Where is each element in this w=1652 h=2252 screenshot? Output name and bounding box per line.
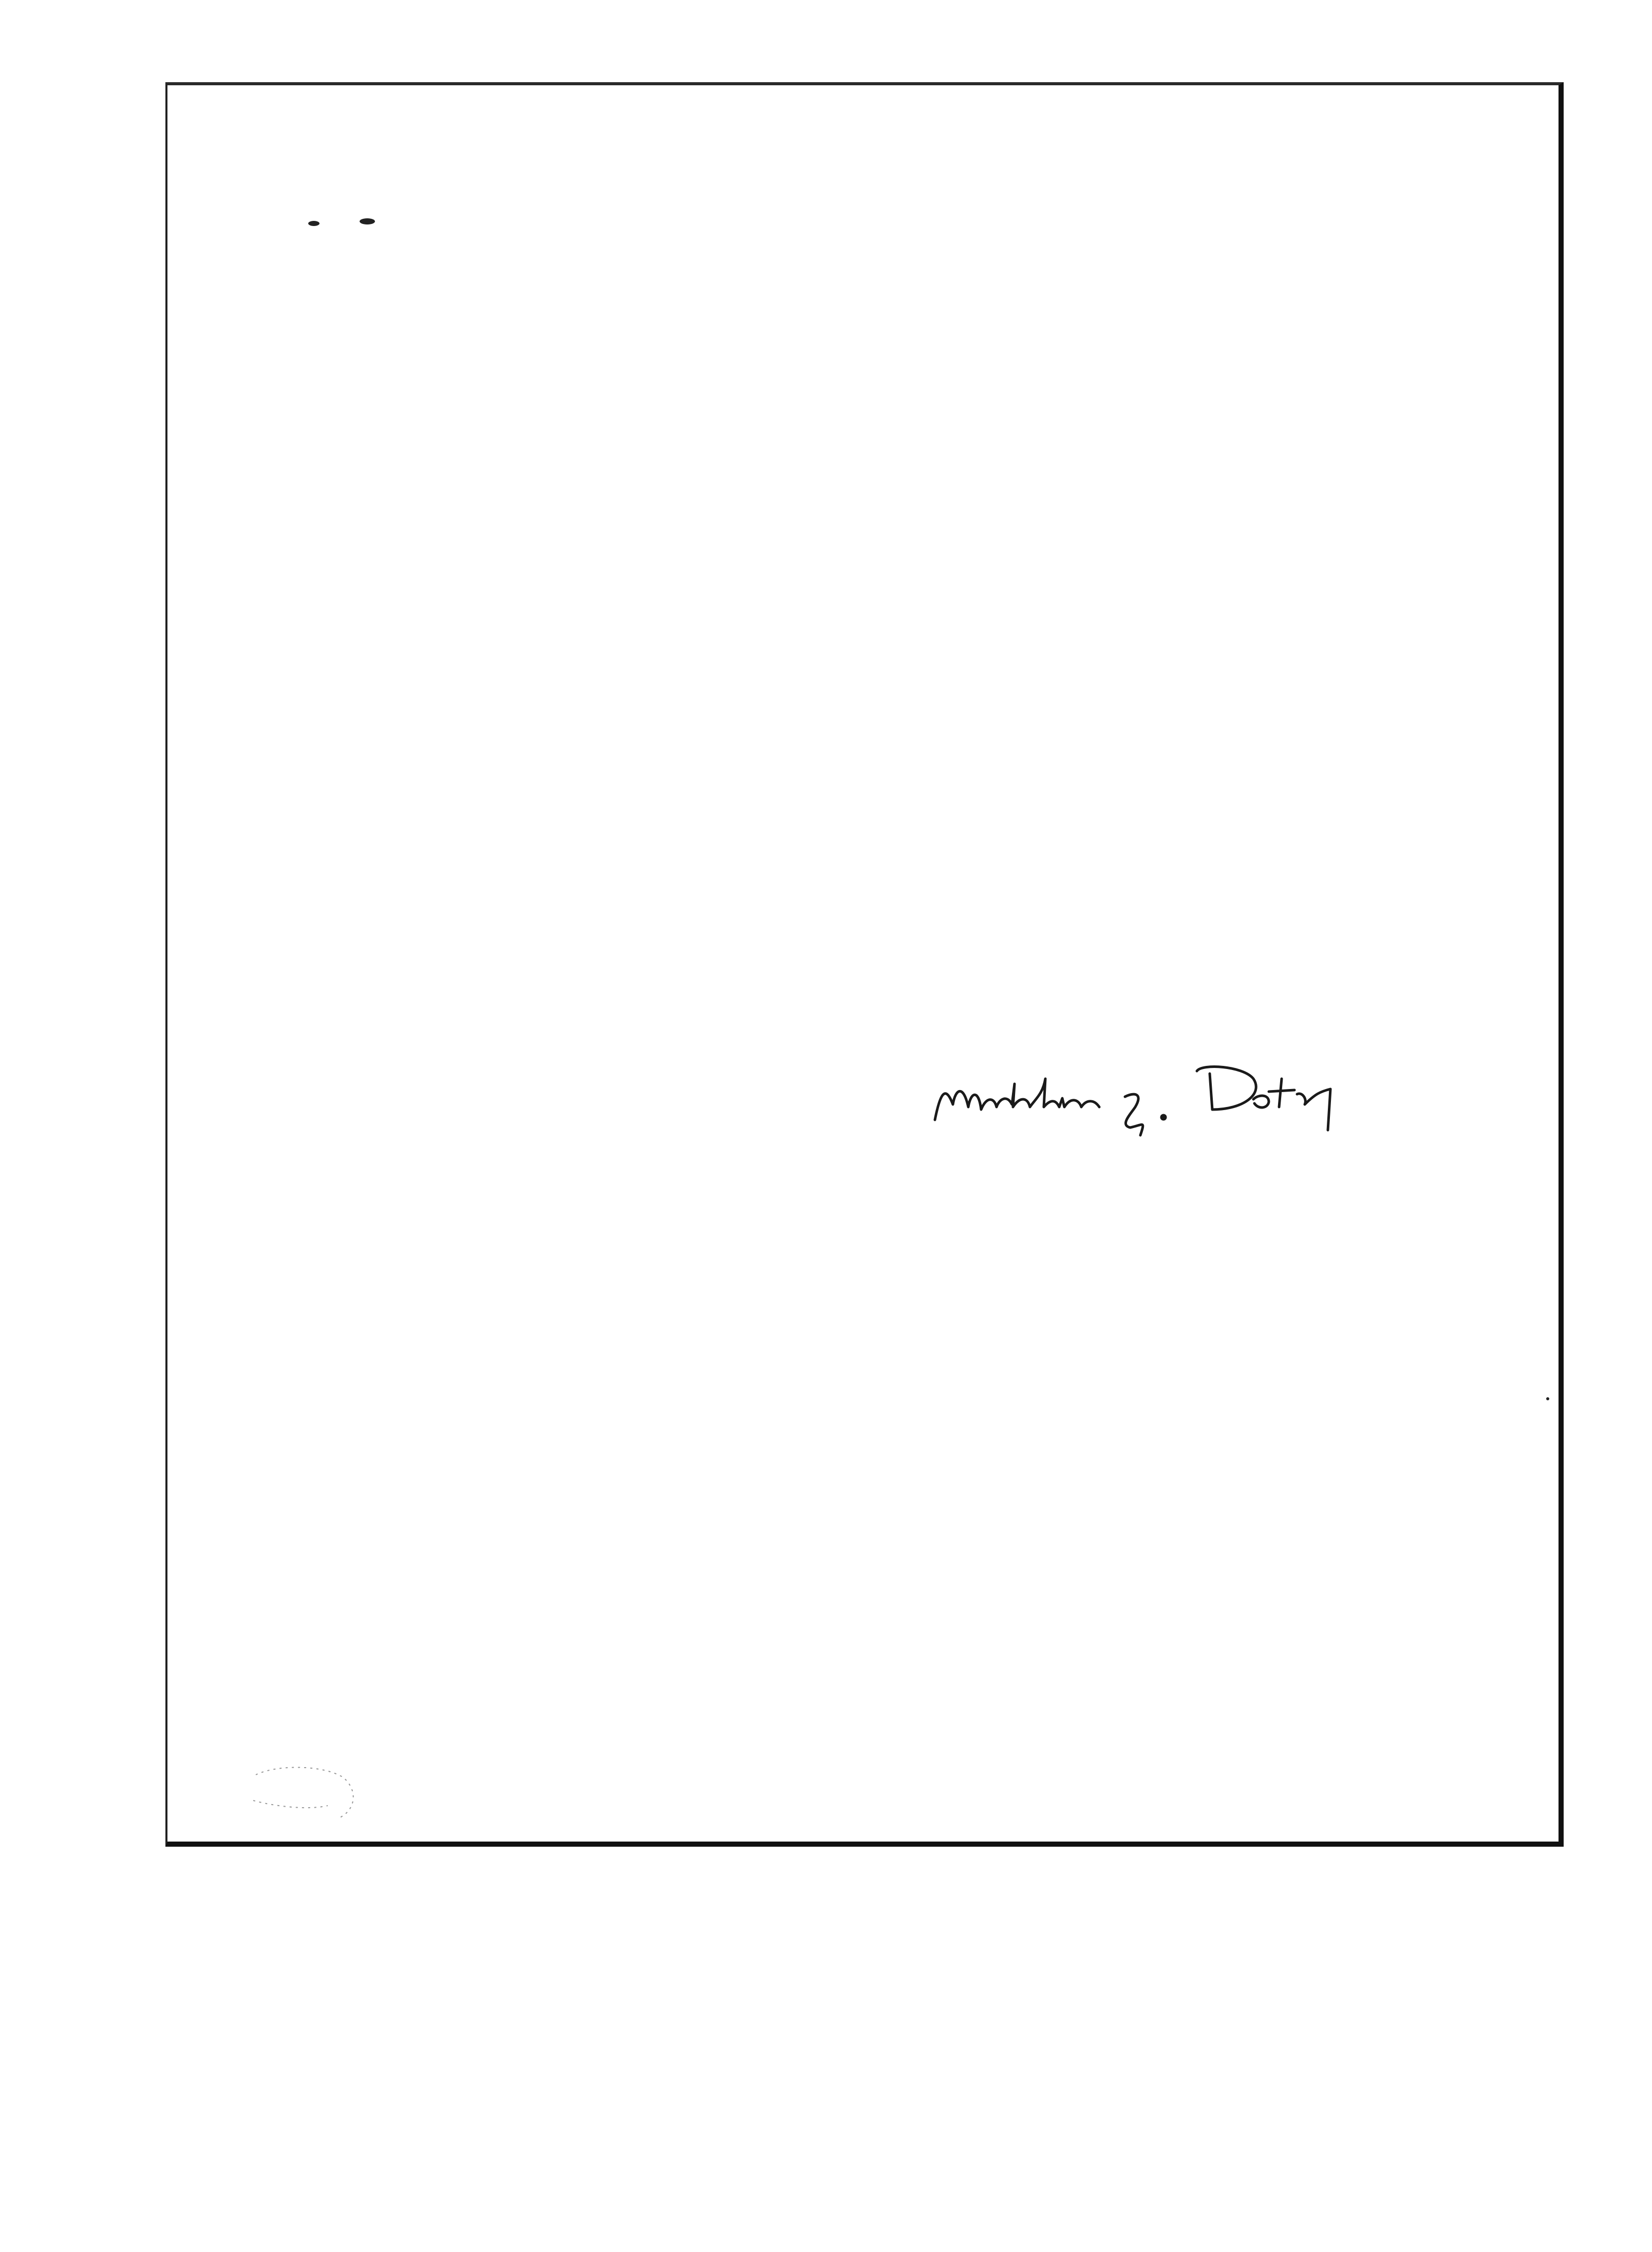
text-line xyxy=(441,724,652,752)
paragraph-5 xyxy=(441,892,652,948)
text-line xyxy=(441,529,652,556)
text-line xyxy=(441,920,652,948)
text-line xyxy=(441,556,652,584)
text-line xyxy=(441,473,652,501)
paragraph-2 xyxy=(441,307,652,612)
text-line xyxy=(441,780,652,808)
text-line xyxy=(441,641,652,668)
letter-page xyxy=(165,82,1564,1847)
ink-speck xyxy=(1546,1397,1549,1400)
paragraph-4 xyxy=(441,780,652,864)
ink-speck xyxy=(360,218,375,224)
text-line xyxy=(441,250,652,278)
text-line xyxy=(441,334,652,362)
ink-speck xyxy=(308,221,320,226)
text-line xyxy=(441,584,652,612)
text-line xyxy=(441,390,652,418)
letter-body xyxy=(441,250,652,948)
text-line xyxy=(441,501,652,529)
text-line xyxy=(441,418,652,445)
faint-stamp-mark xyxy=(246,1754,374,1826)
text-line xyxy=(441,808,652,836)
text-line xyxy=(441,307,652,334)
paragraph-1 xyxy=(441,250,652,278)
text-line xyxy=(441,668,652,696)
signature xyxy=(925,1043,1413,1146)
text-line xyxy=(441,696,652,724)
text-line xyxy=(441,445,652,473)
paragraph-3 xyxy=(441,641,652,752)
text-line xyxy=(441,362,652,390)
text-line xyxy=(441,836,652,864)
text-line xyxy=(441,892,652,920)
